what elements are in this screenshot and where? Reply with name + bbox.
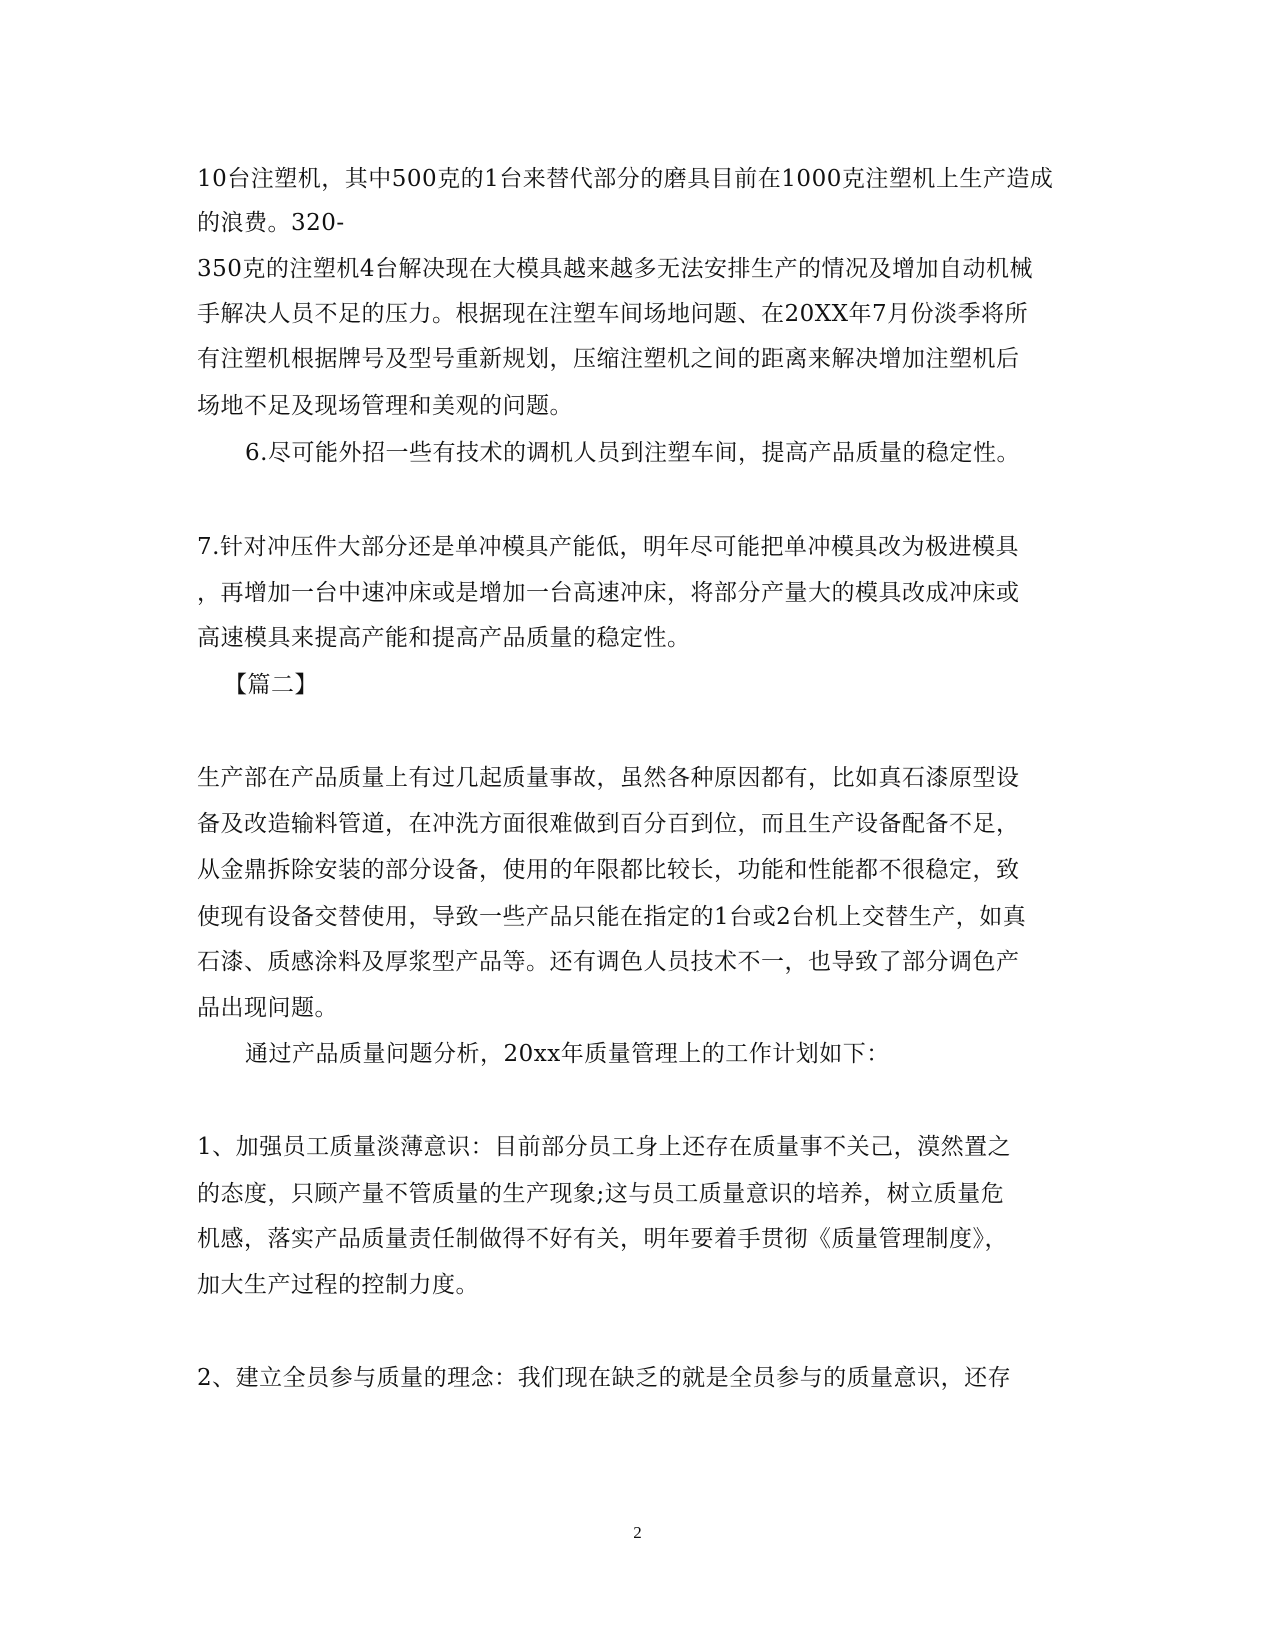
text-line: 使现有设备交替使用，导致一些产品只能在指定的1台或2台机上交替生产，如真 (197, 904, 1027, 930)
text-line: 备及改造输料管道，在冲洗方面很难做到百分百到位，而且生产设备配备不足， (197, 811, 1020, 837)
text-line: 通过产品质量问题分析，20xx年质量管理上的工作计划如下： (245, 1041, 890, 1067)
text-line: 石漆、质感涂料及厚浆型产品等。还有调色人员技术不一，也导致了部分调色产 (197, 949, 1020, 975)
text-line: 手解决人员不足的压力。根据现在注塑车间场地问题、在20XX年7月份淡季将所 (197, 301, 1029, 327)
text-line: 7.针对冲压件大部分还是单冲模具产能低，明年尽可能把单冲模具改为极进模具 (197, 534, 1019, 560)
text-line: 2、建立全员参与质量的理念：我们现在缺乏的就是全员参与的质量意识，还存 (197, 1365, 1012, 1391)
text-line: 的浪费。320- (197, 210, 345, 236)
text-line: 品出现问题。 (197, 995, 338, 1021)
section-heading: 【篇二】 (224, 672, 318, 698)
text-line: 加大生产过程的控制力度。 (197, 1272, 479, 1298)
text-line: 有注塑机根据牌号及型号重新规划，压缩注塑机之间的距离来解决增加注塑机后 (197, 346, 1020, 372)
text-line: 场地不足及现场管理和美观的问题。 (197, 393, 573, 419)
text-line: 350克的注塑机4台解决现在大模具越来越多无法安排生产的情况及增加自动机械 (197, 256, 1034, 282)
text-line: 生产部在产品质量上有过几起质量事故，虽然各种原因都有，比如真石漆原型设 (197, 765, 1020, 791)
text-line: 机感，落实产品质量责任制做得不好有关，明年要着手贯彻《质量管理制度》， (197, 1226, 1008, 1252)
text-line: ，再增加一台中速冲床或是增加一台高速冲床，将部分产量大的模具改成冲床或 (197, 580, 1020, 606)
text-line: 高速模具来提高产能和提高产品质量的稳定性。 (197, 625, 691, 651)
text-line: 从金鼎拆除安装的部分设备，使用的年限都比较长，功能和性能都不很稳定，致 (197, 857, 1020, 883)
text-line: 6.尽可能外招一些有技术的调机人员到注塑车间，提高产品质量的稳定性。 (245, 440, 1020, 466)
text-line: 1、加强员工质量淡薄意识：目前部分员工身上还存在质量事不关己，漠然置之 (197, 1134, 1012, 1160)
text-line: 10台注塑机，其中500克的1台来替代部分的磨具目前在1000克注塑机上生产造成 (197, 166, 1054, 192)
page-number: 2 (633, 1523, 642, 1542)
text-line: 的态度，只顾产量不管质量的生产现象;这与员工质量意识的培养，树立质量危 (197, 1181, 1005, 1207)
